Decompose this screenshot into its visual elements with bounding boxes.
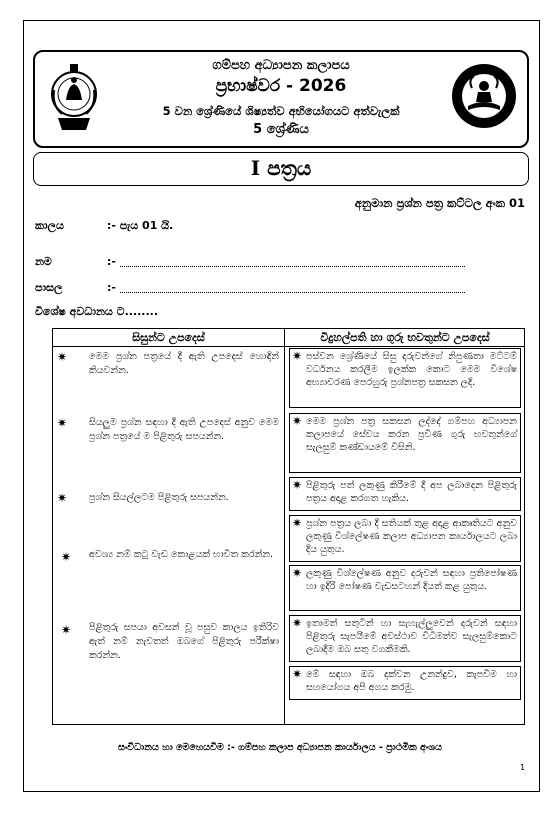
time-value: :- පැය 01 යි. <box>107 219 174 232</box>
name-field[interactable] <box>120 266 465 267</box>
school-field[interactable] <box>120 292 465 293</box>
student-instruction-5: පිළිතුරු සපයා අවසන් වූ පසුව කාලය ඉතිරිව ඇත් නම් නැවතත් ඔබගේ පිළිතුරු පරීක්ෂා කරන්න. <box>89 622 279 661</box>
teacher-instruction-7 <box>289 666 521 700</box>
student-instruction-2: සියලුම ප්‍රශ්න සඳහා දී ඇති උපදෙස් අනුව මෙම ප්‍රශ්න පත්‍රයේ ම පිළිතුරු සපයන්න. <box>89 417 279 442</box>
grade-title: 5 ශ්‍රේණිය <box>253 122 309 137</box>
name-separator: :- <box>107 255 116 268</box>
column-divider <box>284 329 285 724</box>
bullet-icon: ✷ <box>292 566 303 580</box>
teacher-instruction-5 <box>289 565 521 611</box>
program-title: ප්‍රභාෂ්වර - 2026 <box>215 76 347 96</box>
teacher-instruction-1 <box>289 348 521 408</box>
attention-label: විශේෂ අවධානය ට........ <box>35 305 159 318</box>
teacher-instruction-2 <box>289 413 521 473</box>
student-instruction-3: ප්‍රශ්න සියල්ලටම පිළිතුරු සපයන්න. <box>89 492 229 503</box>
bullet-icon: ✷ <box>292 414 303 428</box>
teacher-instruction-text: පස්වන ශ්‍රේණියේ සිසු දරුවන්ගේ නිපුණතා මට්ටම් වර්ධනය කරලීම ඉලක්ක කොට මෙම විශේෂ අභ්‍යාවරණ පෙරහුරු ප්‍රශ්නපත්‍ර සකසන ලදි. <box>306 351 517 388</box>
program-subtitle: 5 වන ශ්‍රේණියේ ශිෂ්‍යත්ව අභියෝගයට අත්වැලක් <box>162 104 400 118</box>
bullet-icon: ✷ <box>292 349 303 363</box>
teacher-instruction-text: ප්‍රශ්න පත්‍රය ලබා දී සතියක් තුළ අදාළ ආකෘතියට අනුව ලකුණු විශ්ලේෂණ කලාප අධ්‍යාපන කාර්යාලයට ලබා දිය යුතුය. <box>306 518 517 555</box>
students-header: සිසුන්ට උපදෙස් <box>132 331 205 344</box>
teacher-instruction-text: මේ සඳහා ඔබ දක්වන උනන්දුව, කැපවීම හා සහයෝගය අපි අගය කරමු. <box>306 669 517 693</box>
teacher-instruction-3 <box>289 477 521 511</box>
teacher-instruction-text: මෙම ප්‍රශ්න පත්‍ර සකසන ලද්දේ ගම්පහ අධ්‍යාපන කලාපයේ සේවය කරන ප්‍රවීණ ගුරු භවතුන්ගේ සැලසුම් කණ්ඩායමේ විසිනි. <box>306 416 517 453</box>
teachers-header: විදුහල්පති හා ගුරු භවතුන්ට උපදෙස් <box>320 331 490 344</box>
teacher-instruction-4 <box>289 515 521 562</box>
emblem-icon <box>48 60 100 134</box>
bullet-icon: ✷ <box>292 478 303 492</box>
bullet-icon: ✷ <box>61 623 72 637</box>
paper-title: I පත්‍රය <box>33 152 529 186</box>
instructions-table <box>52 328 525 725</box>
teacher-instruction-text: ඉතාමත් සතුටින් හා සැහැල්ලුවෙන් දරුවන් සඳහා පිළිතුරු සැපයීමේ අවස්ථාව විධිමත්ව සැලසුම්කොට ලබාදීම ඔබ සතු වගකීමකි. <box>306 618 517 655</box>
page-number: 1 <box>520 763 526 772</box>
school-label: පාසල <box>35 281 63 294</box>
zone-logo-icon <box>450 62 518 130</box>
teacher-instruction-text: ලකුණු විශ්ලේෂණ අනුව දරුවන් සඳහා ප්‍රතිපෝෂණ හා ඉදිරි පෝෂණ වැඩසටහන් දියත් කළ යුතුය. <box>306 568 517 592</box>
zone-title: ගම්පහ අධ්‍යාපන කලාපය <box>212 58 350 73</box>
paper-set-number: අනුමාන ප්‍රශ්න පත්‍ර කට්ටල අංක 01 <box>354 196 525 210</box>
student-instruction-1: මෙම ප්‍රශ්න පත්‍රයේ දී ඇති උපදෙස් හොඳින් කියවන්න. <box>89 351 279 376</box>
teacher-instruction-6 <box>289 615 521 662</box>
bullet-icon: ✷ <box>292 616 303 630</box>
bullet-icon: ✷ <box>292 667 303 681</box>
bullet-icon: ✷ <box>57 350 68 364</box>
footer-organizer: සංවිධානය හා මෙහෙයවීම :- ගම්පහ කලාප අධ්‍යාපන කාර්යාලය - ප්‍රාථමික අංශය <box>118 742 442 753</box>
bullet-icon: ✷ <box>57 416 68 430</box>
teacher-instruction-text: පිළිතුරු පත් ලකුණු කිරීමේ දී අප ලබාදෙන පිළිතුරු පත්‍රය අදාළ කරගත හැකිය. <box>306 480 517 504</box>
name-label: නම <box>35 255 52 268</box>
header-divider <box>53 346 524 347</box>
time-label: කාලය <box>35 219 64 232</box>
student-instruction-4: අවශ්‍ය නම් කටු වැඩ කොළයක් භාවිත කරන්න. <box>89 549 274 560</box>
bullet-icon: ✷ <box>57 491 68 505</box>
school-separator: :- <box>107 281 116 294</box>
bullet-icon: ✷ <box>292 516 303 530</box>
bullet-icon: ✷ <box>61 550 72 564</box>
